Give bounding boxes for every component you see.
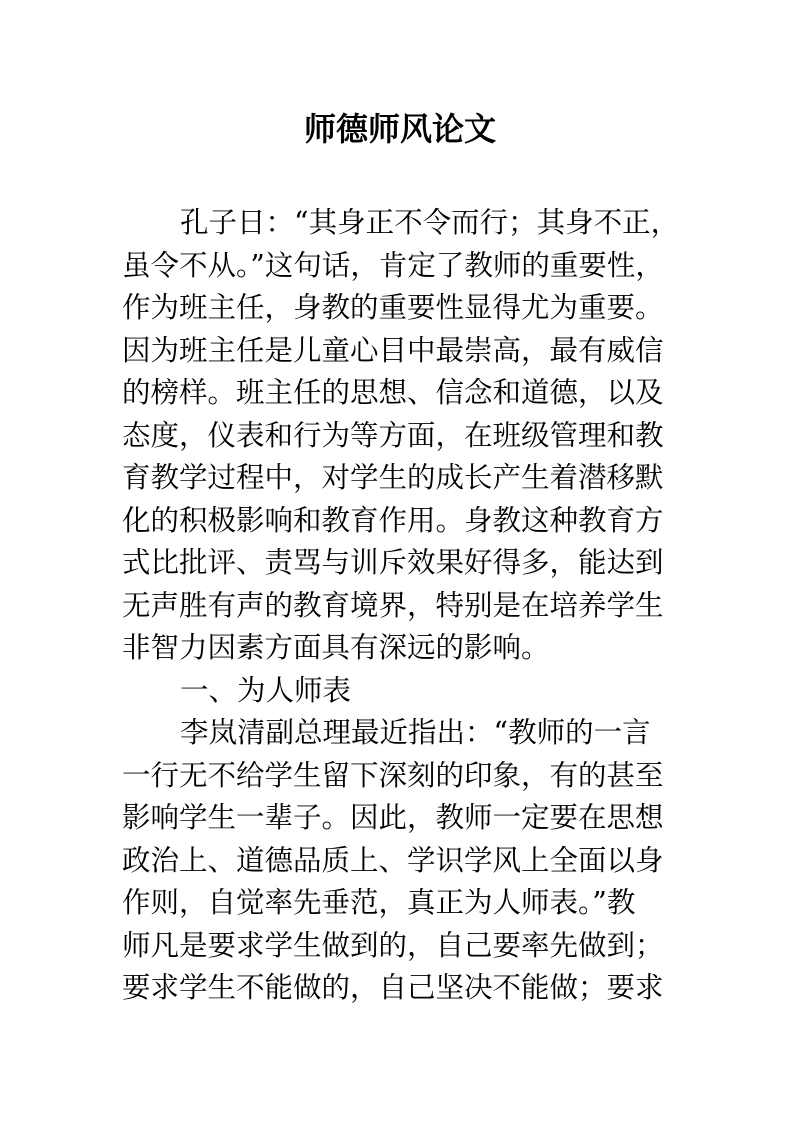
text-line: 态度，仪表和行为等方面，在班级管理和教 xyxy=(122,418,664,452)
text-line: 孔子日：“其身正不令而行；其身不正， xyxy=(180,206,680,239)
text-line: 要求学生不能做的，自己坚决不能做；要求 xyxy=(122,971,664,1004)
text-line: 一行无不给学生留下深刻的印象，有的甚至 xyxy=(122,758,664,792)
text-line: 作则，自觉率先垂范，真正为人师表。”教 xyxy=(122,886,636,919)
text-line: 李岚清副总理最近指出：“教师的一言 xyxy=(180,716,651,749)
text-line: 虽令不从。”这句话，肯定了教师的重要性， xyxy=(122,248,664,282)
text-line: 一、为人师表 xyxy=(180,673,352,707)
text-line: 因为班主任是儿童心目中最崇高，最有威信 xyxy=(122,333,664,367)
text-line: 作为班主任，身教的重要性显得尤为重要。 xyxy=(122,291,664,324)
text-line: 影响学生一辈子。因此，教师一定要在思想 xyxy=(122,801,664,834)
document-body xyxy=(122,202,702,1010)
text-line: 育教学过程中，对学生的成长产生着潜移默 xyxy=(122,461,664,494)
text-line: 政治上、道德品质上、学识学风上全面以身 xyxy=(122,843,664,877)
text-line: 师凡是要求学生做到的，自己要率先做到； xyxy=(122,928,664,962)
text-line: 无声胜有声的教育境界，特别是在培养学生 xyxy=(122,588,664,622)
text-line: 非智力因素方面具有深远的影响。 xyxy=(122,631,550,664)
text-line: 化的积极影响和教育作用。身教这种教育方 xyxy=(122,503,664,537)
text-line: 的榜样。班主任的思想、信念和道德，以及 xyxy=(122,376,664,409)
text-line: 式比批评、责骂与训斥效果好得多，能达到 xyxy=(122,546,664,579)
document-title: 师德师风论文 xyxy=(303,110,496,148)
